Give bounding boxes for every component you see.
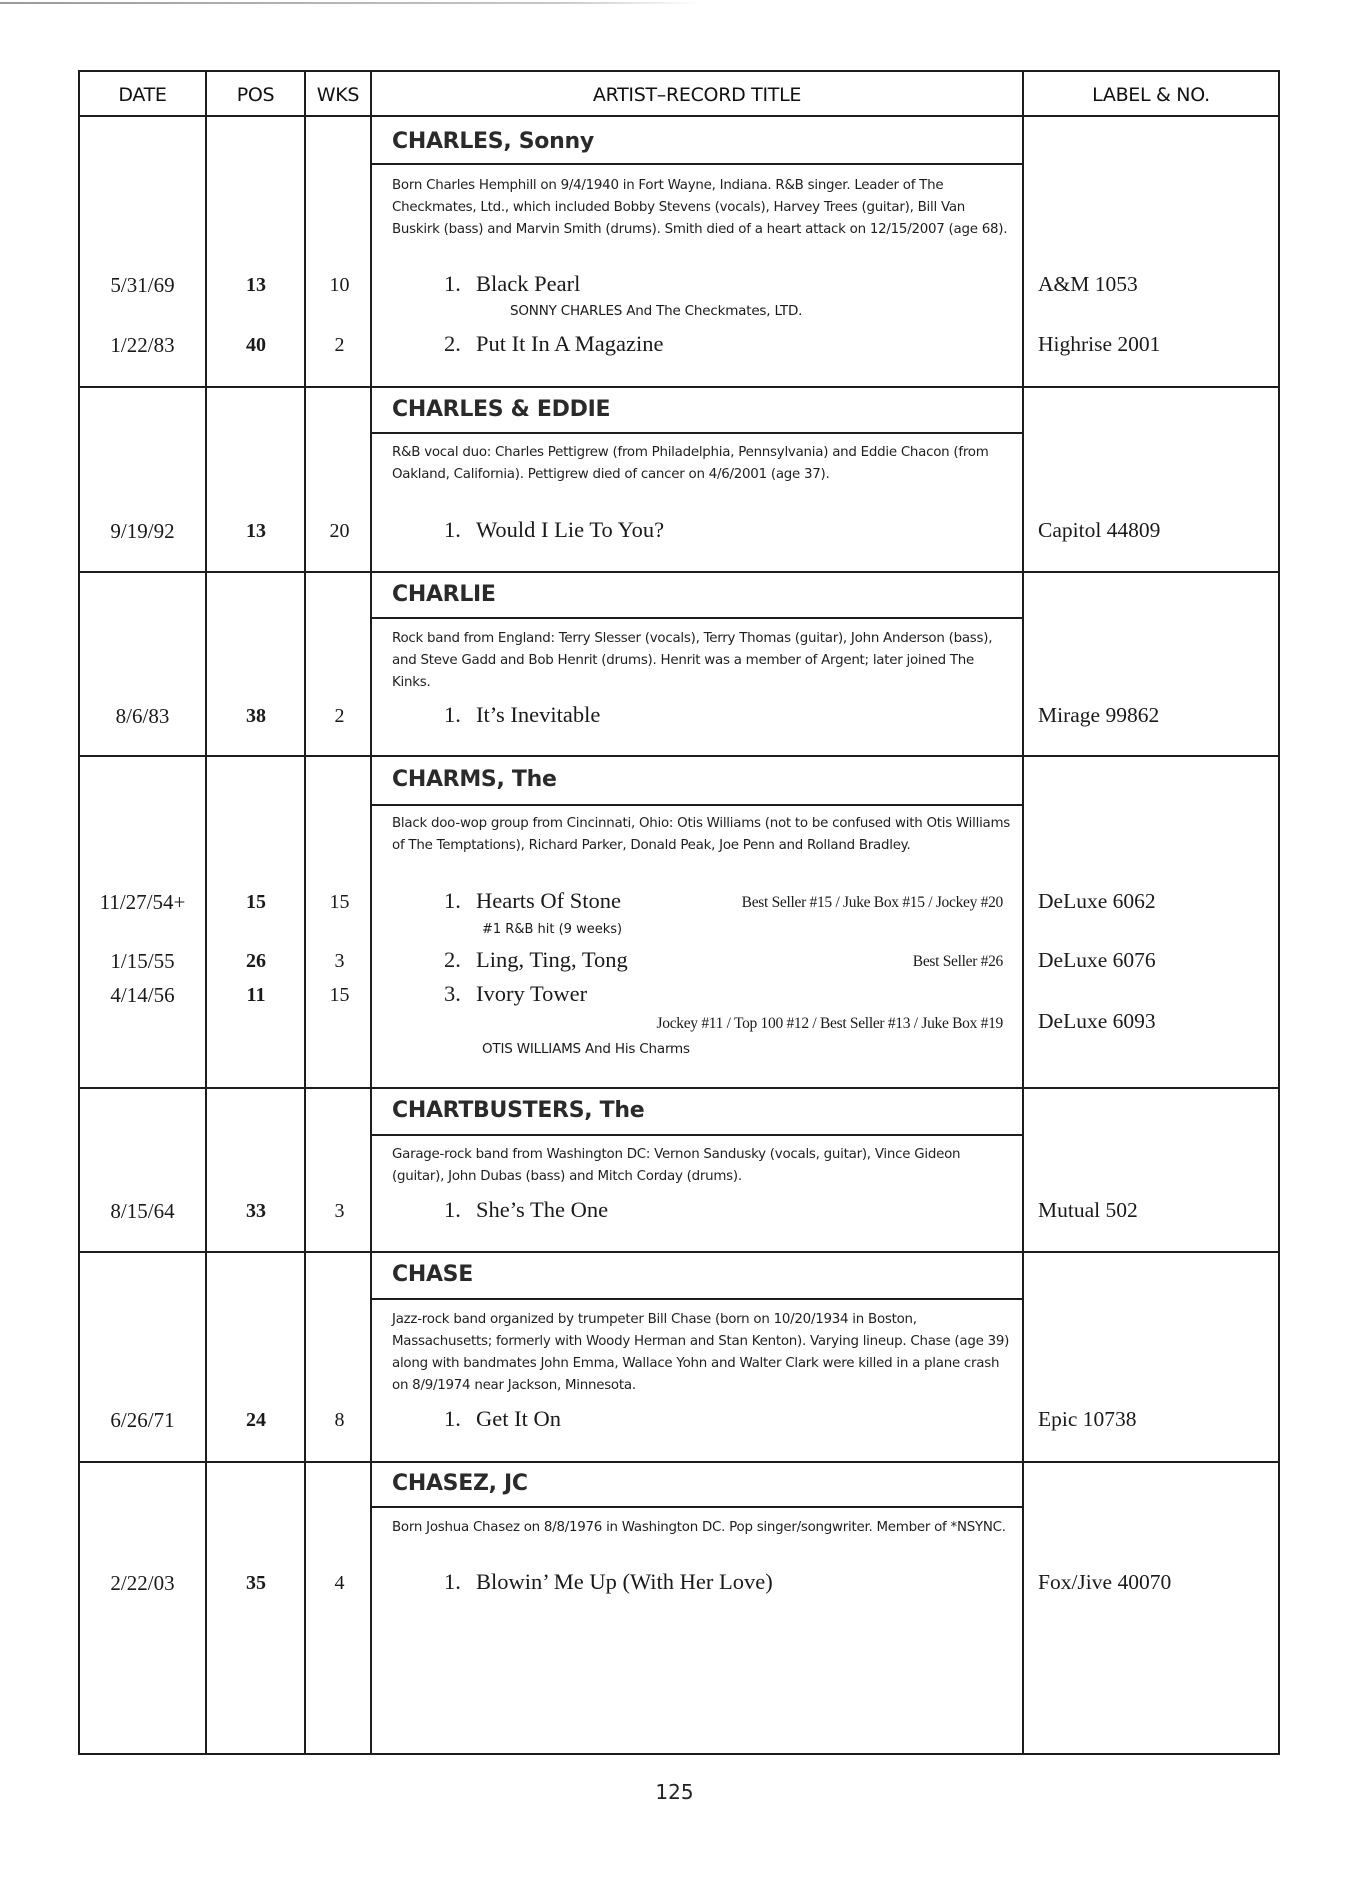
section-divider [78,755,1280,757]
record-date: 1/22/83 [110,333,175,357]
section-divider [78,386,1280,388]
artist-name: CHASE [392,1262,473,1287]
record-label: Highrise 2001 [1038,332,1161,356]
record-title-text: It’s Inevitable [476,702,601,727]
record-title-text: She’s The One [476,1197,609,1222]
record-title [444,888,621,914]
header-label-no: LABEL & NO. [1092,83,1210,106]
artist-name: CHASEZ, JC [392,1471,528,1496]
artist-bio: Born Charles Hemphill on 9/4/1940 in Fort Wayne, Indiana. R&B singer. Leader of The Checkmates, Ltd., which included Bobby Stevens (vocals), Harvey Trees (guitar), Bill Van Buskirk (bass) and Marvin Smith (drums). Smith died of a heart attack on 12/15/2007 (age 68). [392,178,1008,237]
record-peak-position: 26 [246,950,266,972]
record-label: Capitol 44809 [1038,518,1161,542]
record-date: 1/15/55 [110,949,175,973]
artist-credit: OTIS WILLIAMS And His Charms [482,1041,690,1057]
record-peak-position: 24 [246,1409,266,1431]
record-peak-position: 38 [246,705,266,727]
record-number: 1. [444,702,461,727]
artist-bio: Garage-rock band from Washington DC: Vernon Sandusky (vocals, guitar), Vince Gideon (guitar), John Dubas (bass) and Mitch Corday (drums). [392,1147,961,1184]
record-title [444,331,663,357]
record-title [444,517,664,543]
record-number: 1. [444,1197,461,1222]
section-divider [78,1461,1280,1463]
record-peak-position: 15 [246,891,266,913]
record-peak-position: 11 [246,984,266,1006]
record-number: 3. [444,981,461,1006]
header-date: DATE [118,83,167,106]
record-number: 2. [444,331,461,356]
record-peak-position: 35 [246,1572,266,1594]
record-title [444,1406,561,1432]
artist-bio: Black doo-wop group from Cincinnati, Ohio: Otis Williams (not to be confused with Otis Williams of The Temptations), Richard Parker, Donald Peak, Joe Penn and Rolland Bradley. [392,816,1011,853]
page-top-rule [0,2,700,4]
header-pos: POS [236,83,275,106]
section-divider [78,1251,1280,1253]
record-weeks: 2 [334,334,345,356]
artist-bio: R&B vocal duo: Charles Pettigrew (from Philadelphia, Pennsylvania) and Eddie Chacon (from Oakland, California). Pettigrew died of cancer on 4/6/2001 (age 37). [392,445,989,482]
record-date: 8/6/83 [115,704,170,728]
artist-name: CHARLES, Sonny [392,129,594,154]
record-title-text: Blowin’ Me Up (With Her Love) [476,1569,773,1594]
record-date: 2/22/03 [110,1571,175,1595]
record-weeks: 2 [334,705,345,727]
record-peak-position: 40 [246,334,266,356]
artist-box-divider [370,804,1024,806]
record-title-text: Would I Lie To You? [476,517,665,542]
record-title-text: Ling, Ting, Tong [476,947,628,972]
record-number: 1. [444,271,461,296]
chart-positions-note: Best Seller #15 / Juke Box #15 / Jockey #20 [741,894,1003,911]
section-divider [78,571,1280,573]
record-title-text: Get It On [476,1406,561,1431]
record-note: #1 R&B hit (9 weeks) [482,922,623,937]
record-date: 6/26/71 [110,1408,175,1432]
record-date: 11/27/54+ [99,890,186,914]
artist-name: CHARMS, The [392,767,557,792]
record-peak-position: 33 [246,1200,266,1222]
artist-box-divider [370,432,1024,434]
artist-box-divider [370,1298,1024,1300]
artist-name: CHARLES & EDDIE [392,397,611,422]
record-title-text: Put It In A Magazine [476,331,664,356]
artist-name: CHARTBUSTERS, The [392,1098,645,1123]
record-weeks: 4 [334,1572,345,1594]
record-weeks: 15 [329,984,350,1006]
record-label: DeLuxe 6062 [1038,889,1156,913]
record-weeks: 3 [334,950,345,972]
record-weeks: 3 [334,1200,345,1222]
record-weeks: 10 [329,274,350,296]
record-label: DeLuxe 6093 [1038,1009,1156,1033]
record-label: DeLuxe 6076 [1038,948,1156,972]
artist-name: CHARLIE [392,582,496,607]
artist-credit: SONNY CHARLES And The Checkmates, LTD. [510,303,803,319]
record-peak-position: 13 [246,274,266,296]
artist-box-divider [370,617,1024,619]
chart-positions-note: Best Seller #26 [912,953,1003,970]
record-title [444,1197,608,1223]
artist-bio: Jazz-rock band organized by trumpeter Bill Chase (born on 10/20/1934 in Boston, Massachusetts; formerly with Woody Herman and Stan Kenton). Varying lineup. Chase (age 39) along with bandmates John Emma, Wallace Yohn and Walter Clark were killed in a plane crash on 8/9/1974 near Jackson, Minnesota. [392,1312,1010,1393]
record-label: Mutual 502 [1038,1198,1138,1222]
record-title [444,1569,773,1595]
record-title [444,702,600,728]
header-artist-record-title: ARTIST–RECORD TITLE [592,83,802,106]
record-date: 5/31/69 [110,273,175,297]
record-label: Epic 10738 [1038,1407,1137,1431]
record-number: 1. [444,1569,461,1594]
chart-positions-note: Jockey #11 / Top 100 #12 / Best Seller #13 / Juke Box #19 [656,1015,1003,1032]
artist-bio: Rock band from England: Terry Slesser (vocals), Terry Thomas (guitar), John Anderson (bass), and Steve Gadd and Bob Henrit (drums). Henrit was a member of Argent; later joined The Kinks. [392,631,993,690]
record-date: 9/19/92 [110,519,175,543]
record-number: 1. [444,888,461,913]
page-number: 125 [655,1780,694,1804]
record-title-text: Hearts Of Stone [476,888,621,913]
artist-box-divider [370,163,1024,165]
record-weeks: 8 [334,1409,345,1431]
record-weeks: 15 [329,891,350,913]
record-label: Fox/Jive 40070 [1038,1570,1172,1594]
record-number: 1. [444,1406,461,1431]
record-date: 8/15/64 [110,1199,175,1223]
record-label: Mirage 99862 [1038,703,1160,727]
record-title [444,271,580,297]
column-divider-title-label [1022,70,1024,1755]
artist-box-divider [370,1506,1024,1508]
artist-box-divider [370,1134,1024,1136]
record-title [444,947,628,973]
artist-bio: Born Joshua Chasez on 8/8/1976 in Washington DC. Pop singer/songwriter. Member of *NSYNC. [392,1520,1006,1535]
section-divider [78,1087,1280,1089]
record-number: 1. [444,517,461,542]
record-date: 4/14/56 [110,983,175,1007]
record-number: 2. [444,947,461,972]
record-title-text: Black Pearl [476,271,581,296]
record-peak-position: 13 [246,520,266,542]
record-title-text: Ivory Tower [476,981,588,1006]
record-title [444,981,587,1007]
header-wks: WKS [316,83,360,106]
record-weeks: 20 [329,520,350,542]
record-label: A&M 1053 [1038,272,1138,296]
